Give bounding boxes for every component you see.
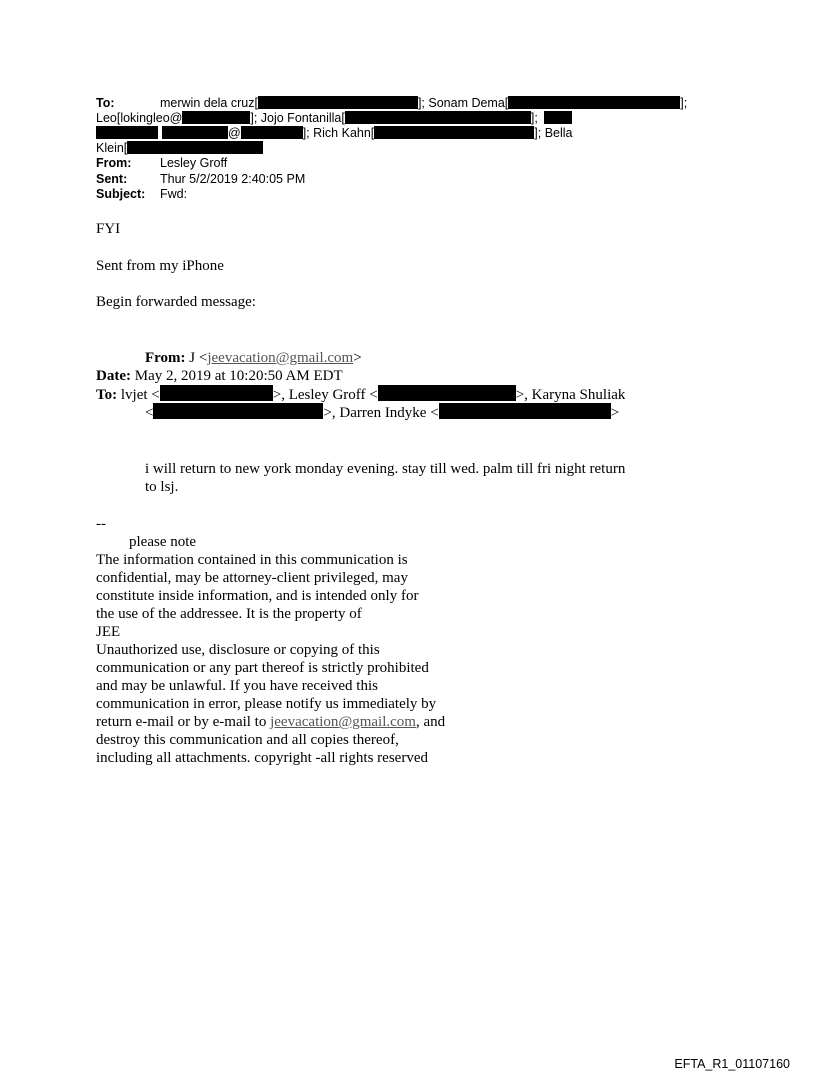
disclaimer-line: constitute inside information, and is intended only for [96, 588, 419, 604]
disclaimer-line: communication or any part thereof is strictly prohibited [96, 660, 429, 676]
subject-value: Fwd: [160, 187, 188, 201]
to-line-2 [96, 111, 572, 126]
redaction-box [162, 126, 228, 139]
recipient-text: ]; [680, 96, 688, 110]
redaction-box [96, 126, 158, 139]
fwd-from-email-link[interactable]: jeevacation@gmail.com [207, 350, 354, 366]
disclaimer-line: destroy this communication and all copies thereof, [96, 732, 399, 748]
redaction-box [241, 126, 303, 139]
to-line-4 [96, 141, 263, 156]
redaction-box [153, 403, 323, 419]
redaction-box [345, 111, 531, 124]
disclaimer-line: communication in error, please notify us immediately by [96, 696, 437, 712]
redaction-box [544, 111, 572, 124]
sent-value: Thur 5/2/2019 2:40:05 PM [160, 172, 306, 186]
document-id: EFTA_R1_01107160 [674, 1057, 790, 1071]
signature-please-note: please note [129, 534, 197, 550]
fwd-message-line-2: to lsj. [145, 479, 179, 495]
from-label: From: [96, 156, 132, 170]
fwd-to-label: To: [96, 387, 118, 403]
signature-dashes: -- [96, 516, 106, 532]
disclaimer-line [96, 713, 445, 731]
from-value: Lesley Groff [160, 156, 228, 170]
disclaimer-line: and may be unlawful. If you have received this [96, 678, 378, 694]
disclaimer-return-end: , and [415, 714, 446, 730]
recipient-text: ]; Sonam Dema[ [417, 96, 509, 110]
redaction-box [374, 126, 534, 139]
redaction-box [160, 385, 273, 401]
to-line-3 [96, 126, 573, 141]
fwd-to-text: > [610, 405, 620, 421]
disclaimer-email-link[interactable]: jeevacation@gmail.com [270, 714, 416, 730]
redaction-box [258, 96, 418, 109]
fwd-from-line [145, 349, 362, 367]
fwd-to-text: >, Lesley Groff < [272, 387, 378, 403]
fwd-to-line-2 [145, 403, 619, 422]
fwd-date-value: May 2, 2019 at 10:20:50 AM EDT [134, 368, 343, 384]
fwd-to-line-1 [96, 385, 625, 404]
redaction-box [378, 385, 516, 401]
fwd-date-label: Date: [96, 368, 131, 384]
disclaimer-line: JEE [96, 624, 121, 640]
fwd-from-name: J < [189, 350, 208, 366]
fwd-to-text: lvjet < [120, 387, 160, 403]
body-fyi: FYI [96, 221, 121, 237]
disclaimer-return-text: return e-mail or by e-mail to [96, 714, 271, 730]
redaction-box [127, 141, 263, 154]
disclaimer-line: The information contained in this communication is [96, 552, 408, 568]
to-line-1 [160, 96, 687, 111]
fwd-from-label: From: [145, 350, 186, 366]
recipient-text: Klein[ [96, 141, 128, 155]
disclaimer-line: Unauthorized use, disclosure or copying of this [96, 642, 380, 658]
disclaimer-line: including all attachments. copyright -all rights reserved [96, 750, 428, 766]
recipient-text: @ [228, 126, 241, 140]
redaction-box [182, 111, 250, 124]
recipient-text: ]; Rich Kahn[ [302, 126, 375, 140]
recipient-text: ]; [530, 111, 538, 125]
recipient-text: ]; Jojo Fontanilla[ [250, 111, 345, 125]
fwd-to-text: >, Darren Indyke < [323, 405, 439, 421]
disclaimer-line: confidential, may be attorney-client privileged, may [96, 570, 408, 586]
recipient-text: ]; Bella [534, 126, 573, 140]
body-begin-forwarded: Begin forwarded message: [96, 294, 256, 310]
fwd-message-line-1: i will return to new york monday evening. stay till wed. palm till fri night return [145, 461, 626, 477]
to-label: To: [96, 96, 115, 110]
subject-label: Subject: [96, 187, 146, 201]
sent-label: Sent: [96, 172, 128, 186]
fwd-date-line [96, 367, 343, 385]
fwd-from-close: > [353, 350, 362, 366]
redaction-box [508, 96, 680, 109]
recipient-text: merwin dela cruz[ [160, 96, 258, 110]
fwd-to-text: >, Karyna Shuliak [515, 387, 626, 403]
fwd-to-text: < [145, 405, 154, 421]
disclaimer-block [96, 551, 445, 767]
recipient-text: Leo[lokingleo@ [96, 111, 183, 125]
redaction-box [439, 403, 611, 419]
disclaimer-line: the use of the addressee. It is the property of [96, 606, 362, 622]
body-sent-from: Sent from my iPhone [96, 258, 224, 274]
